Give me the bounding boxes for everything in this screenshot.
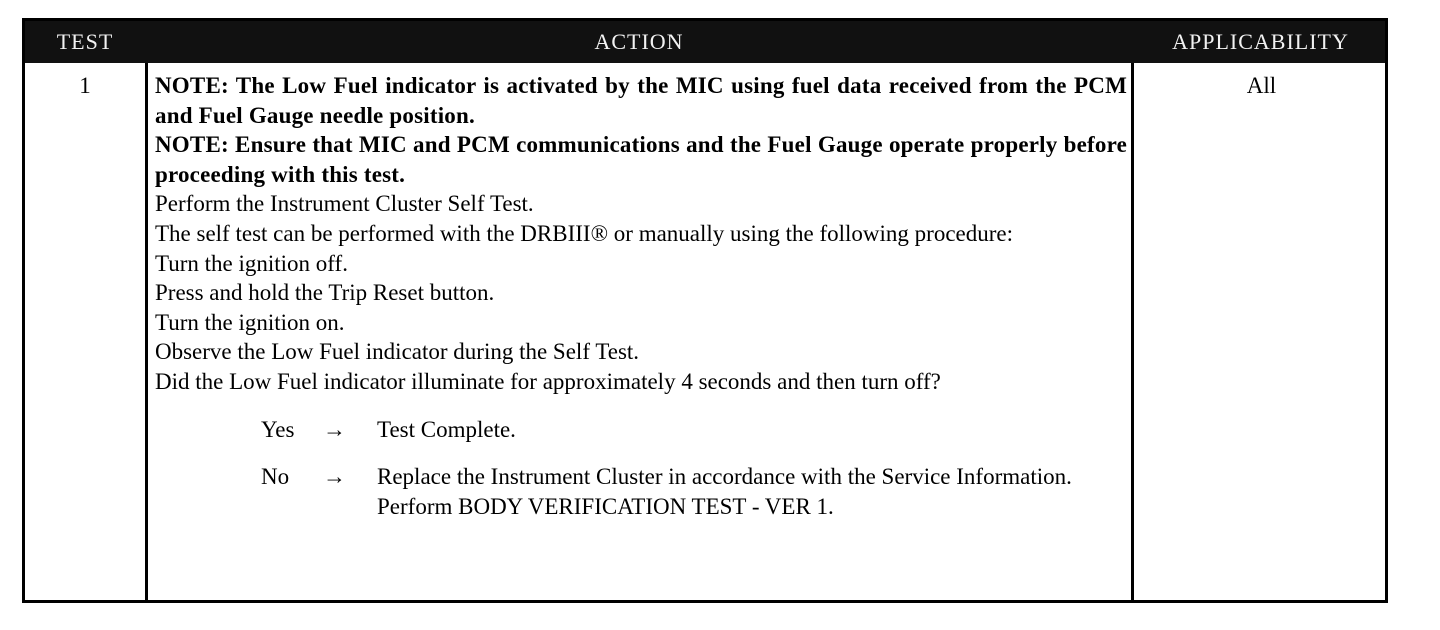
note-text: NOTE: The Low Fuel indicator is activated by the MIC using fuel data received from the PCM and Fuel Gauge needle position. bbox=[155, 73, 1127, 128]
applicability-value: All bbox=[1246, 73, 1277, 98]
step-text: Turn the ignition off. bbox=[155, 250, 348, 276]
test-number: 1 bbox=[79, 73, 91, 98]
note-text: NOTE: Ensure that MIC and PCM communications and the Fuel Gauge operate properly before proceeding with this test. bbox=[155, 132, 1127, 187]
answer-result bbox=[377, 462, 1127, 521]
right-arrow-icon: → bbox=[323, 464, 346, 490]
header-action: ACTION bbox=[594, 29, 684, 54]
answer-list bbox=[155, 415, 1127, 522]
step-text: Turn the ignition on. bbox=[155, 309, 345, 335]
step-text: Press and hold the Trip Reset button. bbox=[155, 280, 495, 306]
answer-label: No bbox=[261, 464, 290, 490]
step-text: Observe the Low Fuel indicator during the Self Test. bbox=[155, 339, 640, 365]
column-divider bbox=[145, 63, 148, 600]
answer-label: Yes bbox=[261, 416, 295, 442]
step-text: The self test can be performed with the DRBIII® or manually using the following procedure: bbox=[155, 220, 1014, 246]
right-arrow-icon: → bbox=[323, 416, 346, 442]
question-text: Did the Low Fuel indicator illuminate for approximately 4 seconds and then turn off? bbox=[155, 368, 941, 394]
header-applicability: APPLICABILITY bbox=[1172, 29, 1349, 54]
answer-yes bbox=[155, 415, 1127, 445]
answer-result bbox=[377, 415, 1127, 445]
answer-result-line: Test Complete. bbox=[377, 416, 516, 442]
action-cell bbox=[155, 71, 1127, 539]
step-text: Perform the Instrument Cluster Self Test. bbox=[155, 191, 534, 217]
diagnostic-test-table bbox=[22, 18, 1388, 603]
answer-no bbox=[155, 462, 1127, 521]
table-header bbox=[25, 21, 1385, 63]
answer-result-line: Replace the Instrument Cluster in accordance with the Service Information. bbox=[377, 464, 1072, 490]
column-divider bbox=[1131, 63, 1134, 600]
header-test: TEST bbox=[56, 29, 114, 54]
answer-result-line: Perform BODY VERIFICATION TEST - VER 1. bbox=[377, 493, 834, 519]
